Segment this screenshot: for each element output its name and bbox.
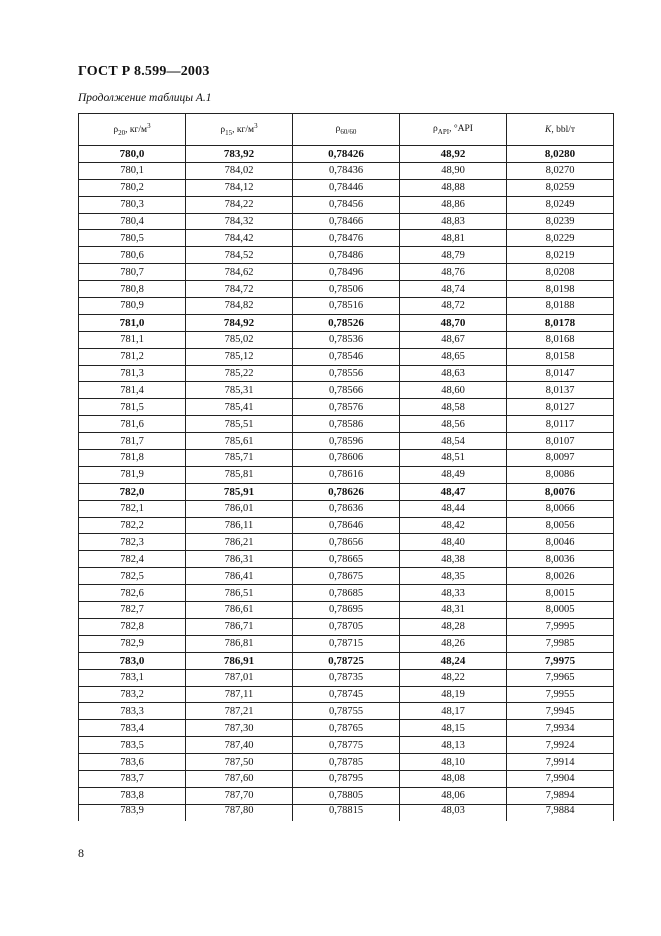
table-cell: 48,24 xyxy=(400,652,507,669)
table-cell: 783,92 xyxy=(186,146,293,163)
table-cell: 48,38 xyxy=(400,551,507,568)
table-row xyxy=(79,652,614,669)
table-cell: 8,0036 xyxy=(507,551,614,568)
table-cell: 0,78735 xyxy=(293,669,400,686)
page-number: 8 xyxy=(78,846,84,860)
table-cell: 782,8 xyxy=(79,618,186,635)
table-row xyxy=(79,669,614,686)
table-cell: 0,78486 xyxy=(293,247,400,264)
table-row xyxy=(79,348,614,365)
table-cell: 0,78426 xyxy=(293,146,400,163)
table-cell: 782,0 xyxy=(79,483,186,500)
table-cell: 8,0056 xyxy=(507,517,614,534)
table-cell: 784,02 xyxy=(186,162,293,179)
table-cell: 785,91 xyxy=(186,483,293,500)
table-cell: 0,78656 xyxy=(293,534,400,551)
table-cell: 786,91 xyxy=(186,652,293,669)
table-row xyxy=(79,314,614,331)
table-cell: 8,0127 xyxy=(507,399,614,416)
table-cell: 0,78636 xyxy=(293,500,400,517)
table-row xyxy=(79,500,614,517)
table-row xyxy=(79,787,614,804)
table-cell: 785,31 xyxy=(186,382,293,399)
table-cell: 7,9965 xyxy=(507,669,614,686)
table-row xyxy=(79,720,614,737)
table-cell: 0,78606 xyxy=(293,450,400,467)
table-cell: 7,9924 xyxy=(507,737,614,754)
table-cell: 48,90 xyxy=(400,162,507,179)
table-row xyxy=(79,230,614,247)
table-cell: 783,4 xyxy=(79,720,186,737)
table-cell: 8,0188 xyxy=(507,298,614,315)
table-cell: 783,2 xyxy=(79,686,186,703)
table-cell: 8,0219 xyxy=(507,247,614,264)
table-cell: 783,3 xyxy=(79,703,186,720)
table-cell: 781,6 xyxy=(79,416,186,433)
table-cell: 0,78665 xyxy=(293,551,400,568)
table-cell: 0,78725 xyxy=(293,652,400,669)
table-cell: 8,0026 xyxy=(507,568,614,585)
table-cell: 7,9985 xyxy=(507,635,614,652)
column-header-symbol: ρ xyxy=(335,123,341,134)
table-cell: 781,8 xyxy=(79,450,186,467)
table-row xyxy=(79,179,614,196)
column-header-5 xyxy=(507,114,614,146)
table-cell: 781,7 xyxy=(79,433,186,450)
table-cell: 780,6 xyxy=(79,247,186,264)
table-cell: 787,01 xyxy=(186,669,293,686)
table-cell: 784,72 xyxy=(186,281,293,298)
table-cell: 782,1 xyxy=(79,500,186,517)
table-cell: 780,5 xyxy=(79,230,186,247)
table-row xyxy=(79,585,614,602)
table-cell: 0,78586 xyxy=(293,416,400,433)
table-cell: 780,7 xyxy=(79,264,186,281)
table-cell: 48,83 xyxy=(400,213,507,230)
table-cell: 48,92 xyxy=(400,146,507,163)
table-cell: 8,0086 xyxy=(507,466,614,483)
table-cell: 48,42 xyxy=(400,517,507,534)
table-cell: 48,35 xyxy=(400,568,507,585)
table-cell: 780,9 xyxy=(79,298,186,315)
table-cell: 0,78775 xyxy=(293,737,400,754)
table-row xyxy=(79,618,614,635)
table-row xyxy=(79,146,614,163)
table-cell: 0,78785 xyxy=(293,754,400,771)
table-cell: 7,9934 xyxy=(507,720,614,737)
table-cell: 8,0239 xyxy=(507,213,614,230)
column-header-3 xyxy=(293,114,400,146)
table-cell: 8,0158 xyxy=(507,348,614,365)
document-title: ГОСТ Р 8.599—2003 xyxy=(78,64,210,79)
table-cell: 8,0198 xyxy=(507,281,614,298)
table-cell: 786,51 xyxy=(186,585,293,602)
table-row xyxy=(79,365,614,382)
table-cell: 7,9894 xyxy=(507,787,614,804)
column-header-unit: , bbl/т xyxy=(551,124,576,135)
table-cell: 787,60 xyxy=(186,770,293,787)
table-cell: 8,0117 xyxy=(507,416,614,433)
table-cell: 780,1 xyxy=(79,162,186,179)
table-row xyxy=(79,298,614,315)
table-cell: 0,78526 xyxy=(293,314,400,331)
table-cell: 785,51 xyxy=(186,416,293,433)
column-header-subscript: API xyxy=(437,127,450,136)
table-cell: 48,40 xyxy=(400,534,507,551)
table-cell: 48,15 xyxy=(400,720,507,737)
table-cell: 48,88 xyxy=(400,179,507,196)
table-cell: 8,0147 xyxy=(507,365,614,382)
table-cell: 785,81 xyxy=(186,466,293,483)
table-row xyxy=(79,737,614,754)
table-cell: 785,61 xyxy=(186,433,293,450)
column-header-superscript: 3 xyxy=(254,121,258,130)
column-header-4 xyxy=(400,114,507,146)
table-cell: 783,0 xyxy=(79,652,186,669)
table-cell: 8,0259 xyxy=(507,179,614,196)
table-row xyxy=(79,213,614,230)
table-row xyxy=(79,450,614,467)
table-cell: 786,61 xyxy=(186,602,293,619)
column-header-symbol: ρ xyxy=(113,125,119,136)
table-cell: 782,2 xyxy=(79,517,186,534)
table-cell: 784,32 xyxy=(186,213,293,230)
column-header-subscript: 15 xyxy=(225,129,233,138)
table-cell: 0,78616 xyxy=(293,466,400,483)
table-cell: 0,78596 xyxy=(293,433,400,450)
column-header-symbol: K xyxy=(544,124,552,135)
table-row xyxy=(79,551,614,568)
table-cell: 782,4 xyxy=(79,551,186,568)
table-continuation-caption: Продолжение таблицы А.1 xyxy=(78,92,212,104)
table-cell: 48,33 xyxy=(400,585,507,602)
table-cell: 782,3 xyxy=(79,534,186,551)
column-header-1 xyxy=(79,114,186,146)
table-cell: 8,0046 xyxy=(507,534,614,551)
table-row xyxy=(79,602,614,619)
table-cell: 48,28 xyxy=(400,618,507,635)
table-cell: 8,0178 xyxy=(507,314,614,331)
table-cell: 0,78536 xyxy=(293,331,400,348)
table-row xyxy=(79,382,614,399)
table-cell: 48,81 xyxy=(400,230,507,247)
table-cell: 786,81 xyxy=(186,635,293,652)
table-cell: 0,78805 xyxy=(293,787,400,804)
table-cell: 7,9914 xyxy=(507,754,614,771)
table-cell: 783,6 xyxy=(79,754,186,771)
table-cell: 785,12 xyxy=(186,348,293,365)
column-header-unit: , кг/м xyxy=(232,125,255,136)
table-cell: 48,13 xyxy=(400,737,507,754)
table-row xyxy=(79,568,614,585)
table-cell: 783,9 xyxy=(79,804,186,821)
table-cell: 0,78745 xyxy=(293,686,400,703)
table-cell: 7,9884 xyxy=(507,804,614,821)
table-row xyxy=(79,686,614,703)
table-cell: 787,70 xyxy=(186,787,293,804)
table-cell: 0,78566 xyxy=(293,382,400,399)
table-cell: 48,47 xyxy=(400,483,507,500)
table-cell: 8,0005 xyxy=(507,602,614,619)
table-row xyxy=(79,466,614,483)
table-row xyxy=(79,770,614,787)
table-row xyxy=(79,483,614,500)
table-cell: 8,0066 xyxy=(507,500,614,517)
table-cell: 48,26 xyxy=(400,635,507,652)
table-cell: 48,44 xyxy=(400,500,507,517)
table-cell: 783,7 xyxy=(79,770,186,787)
table-cell: 0,78715 xyxy=(293,635,400,652)
table-cell: 787,21 xyxy=(186,703,293,720)
table-cell: 786,11 xyxy=(186,517,293,534)
table-cell: 784,82 xyxy=(186,298,293,315)
table-cell: 786,41 xyxy=(186,568,293,585)
table-cell: 48,51 xyxy=(400,450,507,467)
table-cell: 48,60 xyxy=(400,382,507,399)
table-cell: 0,78466 xyxy=(293,213,400,230)
table-cell: 781,9 xyxy=(79,466,186,483)
table-cell: 782,7 xyxy=(79,602,186,619)
table-cell: 787,11 xyxy=(186,686,293,703)
table-cell: 0,78436 xyxy=(293,162,400,179)
table-cell: 780,2 xyxy=(79,179,186,196)
table-row xyxy=(79,264,614,281)
table-cell: 786,01 xyxy=(186,500,293,517)
table-cell: 48,65 xyxy=(400,348,507,365)
table-cell: 8,0280 xyxy=(507,146,614,163)
table-cell: 0,78815 xyxy=(293,804,400,821)
table-cell: 8,0168 xyxy=(507,331,614,348)
table-cell: 0,78456 xyxy=(293,196,400,213)
table-cell: 0,78685 xyxy=(293,585,400,602)
table-cell: 780,0 xyxy=(79,146,186,163)
table-cell: 0,78795 xyxy=(293,770,400,787)
table-cell: 0,78516 xyxy=(293,298,400,315)
table-cell: 48,63 xyxy=(400,365,507,382)
table-cell: 48,54 xyxy=(400,433,507,450)
table-cell: 0,78626 xyxy=(293,483,400,500)
table-cell: 787,50 xyxy=(186,754,293,771)
table-cell: 0,78765 xyxy=(293,720,400,737)
table-row xyxy=(79,534,614,551)
table-cell: 0,78675 xyxy=(293,568,400,585)
column-header-symbol: ρ xyxy=(220,125,226,136)
table-row xyxy=(79,635,614,652)
table-cell: 783,8 xyxy=(79,787,186,804)
table-row xyxy=(79,517,614,534)
column-header-subscript: 60/60 xyxy=(340,127,357,136)
table-row xyxy=(79,416,614,433)
table-row xyxy=(79,247,614,264)
table-cell: 785,22 xyxy=(186,365,293,382)
table-cell: 0,78556 xyxy=(293,365,400,382)
table-cell: 785,41 xyxy=(186,399,293,416)
table-cell: 48,76 xyxy=(400,264,507,281)
table-cell: 7,9995 xyxy=(507,618,614,635)
table-cell: 0,78755 xyxy=(293,703,400,720)
table-cell: 48,08 xyxy=(400,770,507,787)
table-cell: 785,02 xyxy=(186,331,293,348)
table-cell: 8,0229 xyxy=(507,230,614,247)
table-cell: 48,19 xyxy=(400,686,507,703)
table-cell: 782,5 xyxy=(79,568,186,585)
table-cell: 786,21 xyxy=(186,534,293,551)
table-row xyxy=(79,399,614,416)
table-cell: 48,03 xyxy=(400,804,507,821)
table-cell: 48,79 xyxy=(400,247,507,264)
table-body xyxy=(79,146,614,822)
table-cell: 781,4 xyxy=(79,382,186,399)
table-cell: 8,0015 xyxy=(507,585,614,602)
table-row xyxy=(79,331,614,348)
table-cell: 48,70 xyxy=(400,314,507,331)
column-header-2 xyxy=(186,114,293,146)
table-cell: 781,2 xyxy=(79,348,186,365)
table-cell: 0,78646 xyxy=(293,517,400,534)
table-cell: 784,42 xyxy=(186,230,293,247)
table-cell: 8,0208 xyxy=(507,264,614,281)
table-cell: 783,5 xyxy=(79,737,186,754)
table-cell: 782,6 xyxy=(79,585,186,602)
table-cell: 0,78695 xyxy=(293,602,400,619)
table-cell: 784,22 xyxy=(186,196,293,213)
table-cell: 781,5 xyxy=(79,399,186,416)
table-cell: 0,78705 xyxy=(293,618,400,635)
table-cell: 7,9945 xyxy=(507,703,614,720)
density-table xyxy=(78,113,614,821)
table-cell: 7,9975 xyxy=(507,652,614,669)
table-cell: 0,78476 xyxy=(293,230,400,247)
table-cell: 8,0107 xyxy=(507,433,614,450)
table-cell: 48,17 xyxy=(400,703,507,720)
column-header-subscript: 20 xyxy=(118,129,126,138)
table-cell: 0,78576 xyxy=(293,399,400,416)
column-header-symbol: ρ xyxy=(433,123,438,134)
table-cell: 0,78506 xyxy=(293,281,400,298)
table-cell: 8,0097 xyxy=(507,450,614,467)
table-cell: 781,0 xyxy=(79,314,186,331)
table-row xyxy=(79,281,614,298)
table-cell: 8,0076 xyxy=(507,483,614,500)
table-row xyxy=(79,804,614,821)
table-cell: 0,78446 xyxy=(293,179,400,196)
table-cell: 781,1 xyxy=(79,331,186,348)
table-header-row xyxy=(79,114,614,146)
table-cell: 780,3 xyxy=(79,196,186,213)
column-header-unit: , кг/м xyxy=(125,125,148,136)
table-cell: 48,74 xyxy=(400,281,507,298)
table-row xyxy=(79,433,614,450)
table-cell: 8,0249 xyxy=(507,196,614,213)
table-cell: 784,92 xyxy=(186,314,293,331)
table-row xyxy=(79,703,614,720)
table-cell: 48,67 xyxy=(400,331,507,348)
table-cell: 48,58 xyxy=(400,399,507,416)
table-cell: 782,9 xyxy=(79,635,186,652)
table-cell: 48,86 xyxy=(400,196,507,213)
table-cell: 48,56 xyxy=(400,416,507,433)
table-cell: 8,0137 xyxy=(507,382,614,399)
table-cell: 784,62 xyxy=(186,264,293,281)
table-cell: 785,71 xyxy=(186,450,293,467)
table-cell: 7,9955 xyxy=(507,686,614,703)
table-cell: 48,06 xyxy=(400,787,507,804)
column-header-unit: , °API xyxy=(449,123,473,134)
table-cell: 786,71 xyxy=(186,618,293,635)
table-cell: 48,72 xyxy=(400,298,507,315)
table-cell: 8,0270 xyxy=(507,162,614,179)
table-cell: 781,3 xyxy=(79,365,186,382)
table-cell: 787,30 xyxy=(186,720,293,737)
table-cell: 784,52 xyxy=(186,247,293,264)
table-cell: 780,8 xyxy=(79,281,186,298)
table-cell: 48,49 xyxy=(400,466,507,483)
table-cell: 780,4 xyxy=(79,213,186,230)
table-cell: 787,40 xyxy=(186,737,293,754)
table-cell: 786,31 xyxy=(186,551,293,568)
table-cell: 784,12 xyxy=(186,179,293,196)
column-header-superscript: 3 xyxy=(147,121,151,130)
table-cell: 0,78496 xyxy=(293,264,400,281)
table-cell: 48,22 xyxy=(400,669,507,686)
table-cell: 48,31 xyxy=(400,602,507,619)
table-cell: 7,9904 xyxy=(507,770,614,787)
table-row xyxy=(79,196,614,213)
table-row xyxy=(79,754,614,771)
table-cell: 48,10 xyxy=(400,754,507,771)
table-cell: 783,1 xyxy=(79,669,186,686)
table-cell: 787,80 xyxy=(186,804,293,821)
table-row xyxy=(79,162,614,179)
table-cell: 0,78546 xyxy=(293,348,400,365)
